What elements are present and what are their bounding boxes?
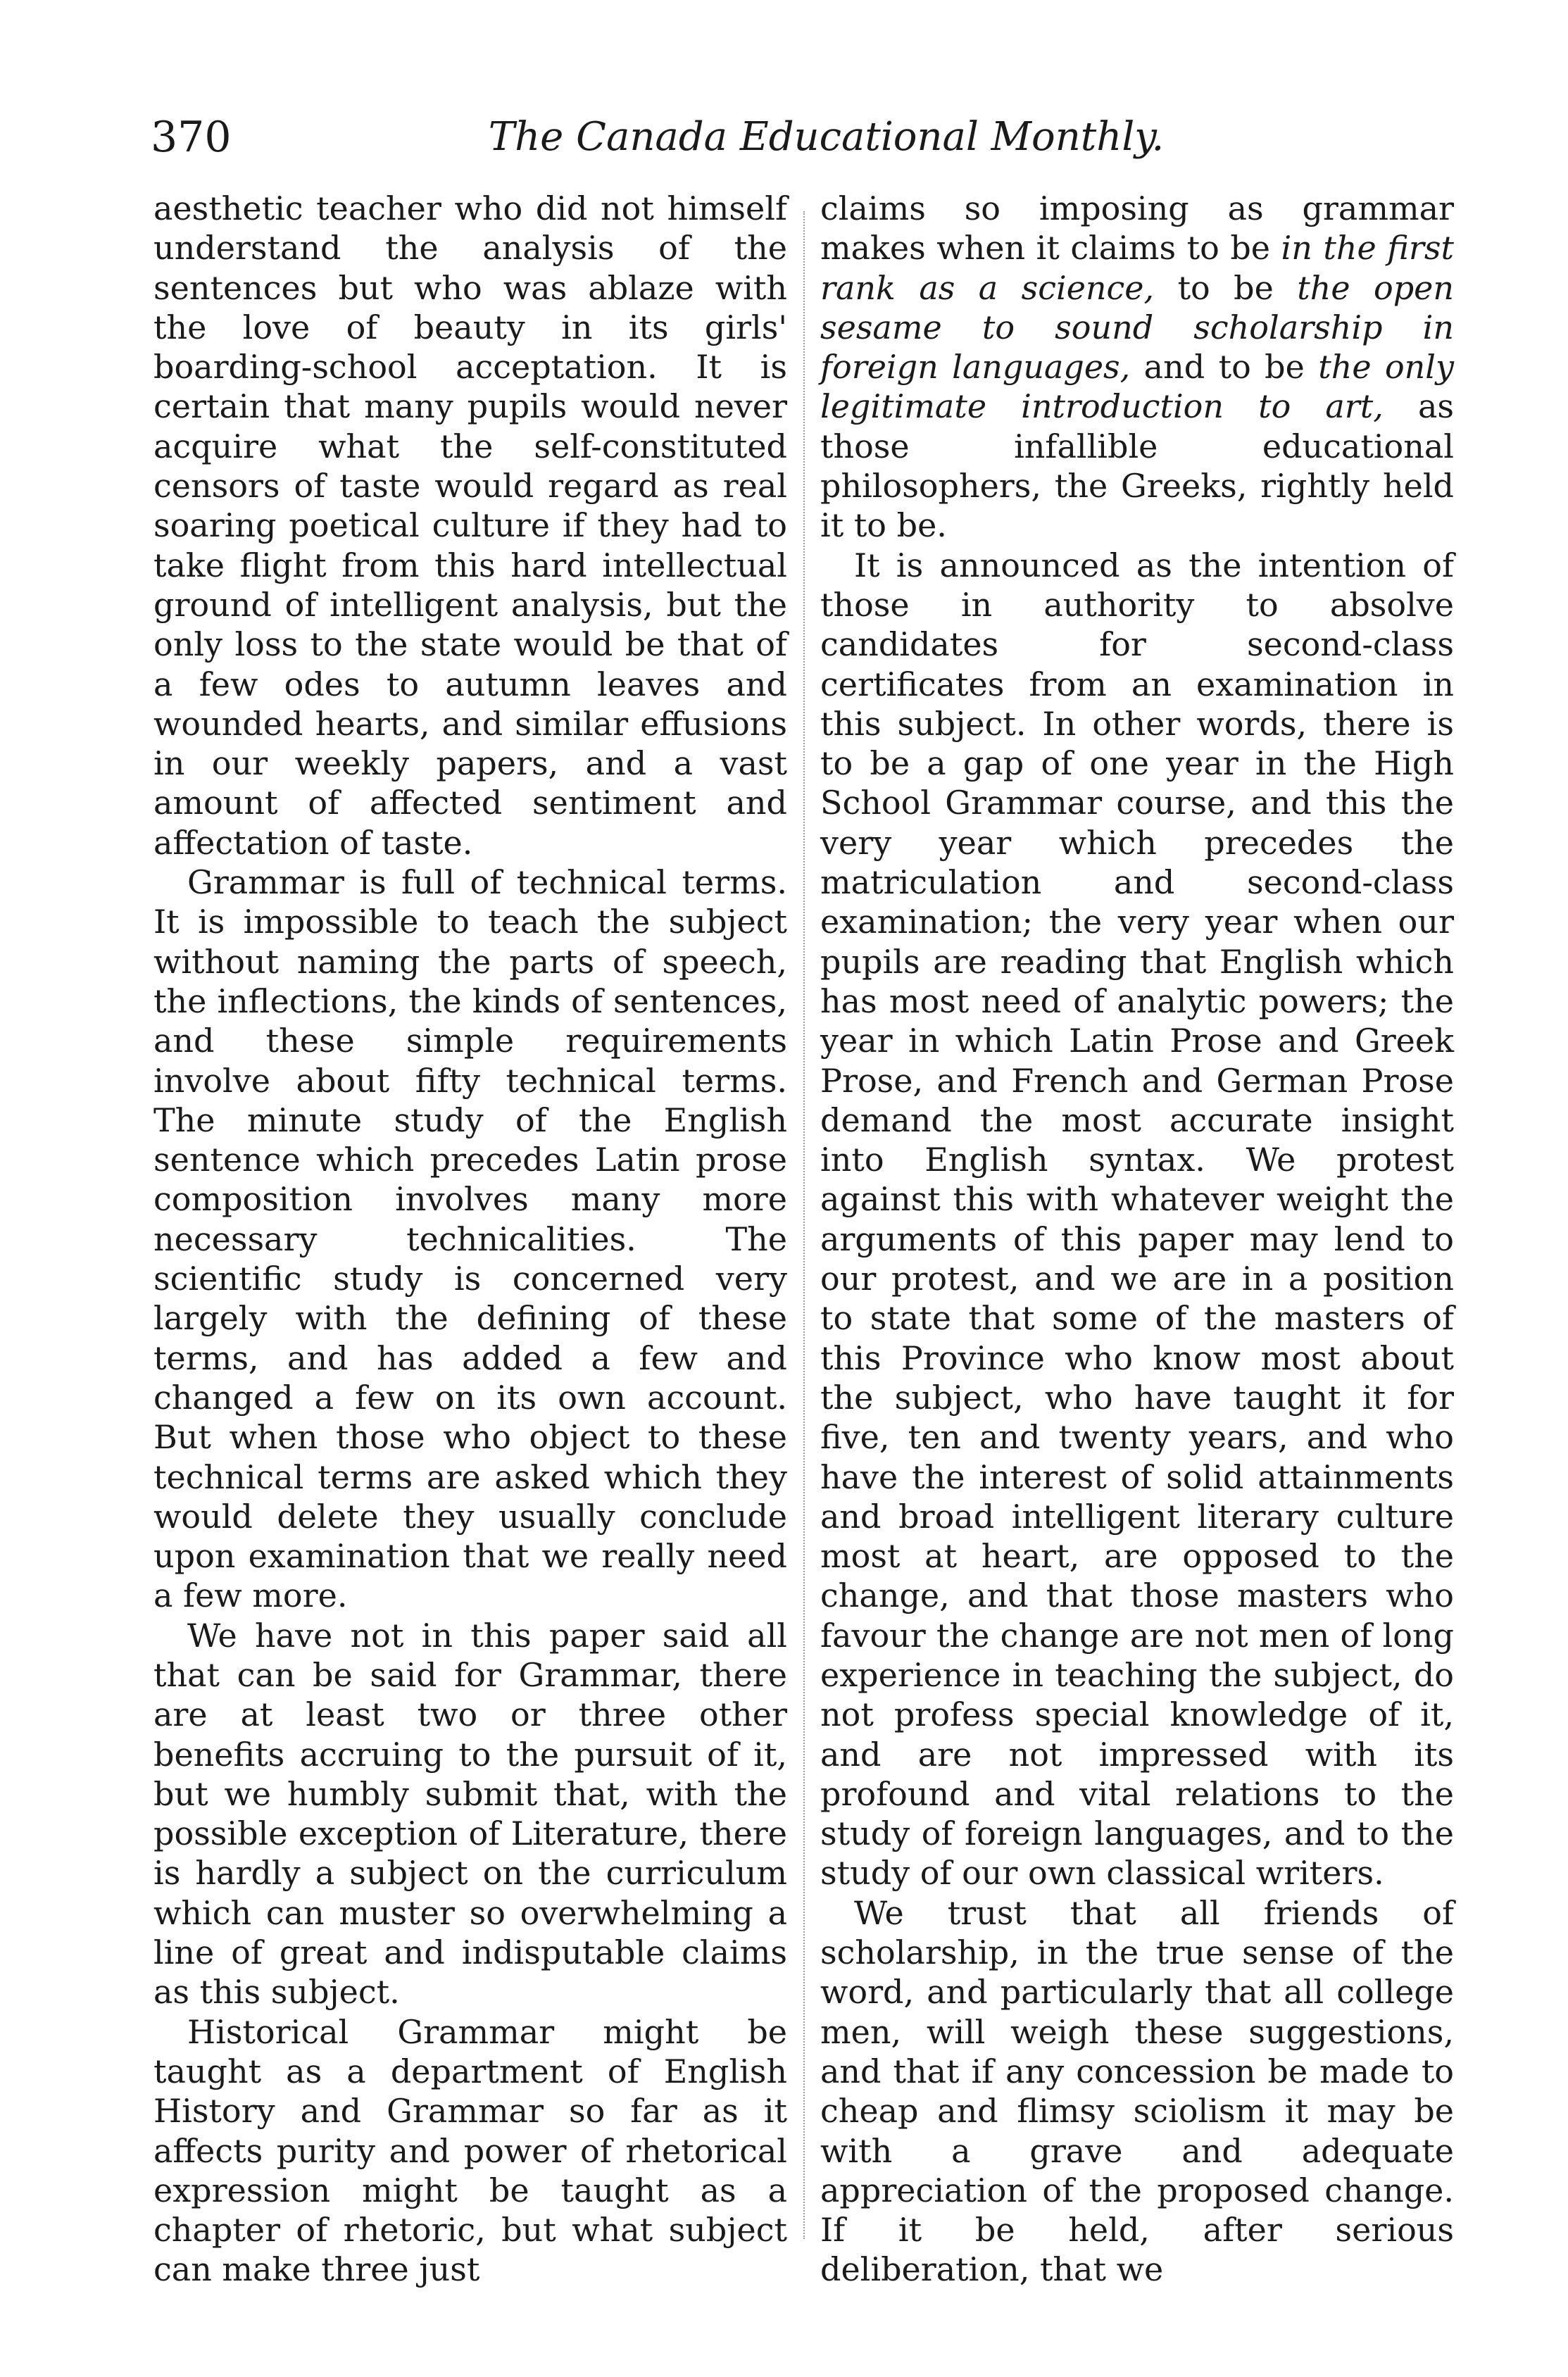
page-number: 370 xyxy=(151,113,232,162)
left-column xyxy=(153,189,787,2290)
right-paragraph-2: It is announced as the intention of those in authority to absolve candidates for second-class certificates from an examination in this subject. In other words, there is to be a gap of one year in the High School Grammar course, and this the very year which precedes the matriculation and second-class examination; the very year when our pupils are reading that English which has most need of analytic powers; the year in which Latin Prose and Greek Prose, and French and German Prose demand the most accurate insight into English syntax. We protest against this with whatever weight the arguments of this paper may lend to our protest, and we are in a position to state that some of the masters of this Province who know most about the subject, who have taught it for five, ten and twenty years, and who have the interest of solid attainments and broad intelligent literary culture most at heart, are opposed to the change, and that those masters who favour the change are not men of long experience in teaching the subject, do not profess special knowledge of it, and are not impressed with its profound and vital relations to the study of foreign languages, and to the study of our own classical writers. xyxy=(820,546,1454,1893)
left-paragraph-1: aesthetic teacher who did not himself understand the analysis of the sentences but who was ablaze with the love of beauty in its girls' boarding-school acceptation. It is certain that many pupils would never acquire what the self-constituted censors of taste would regard as real soaring poetical culture if they had to take flight from this hard intellectual ground of intelligent analysis, but the only loss to the state would be that of a few odes to autumn leaves and wounded hearts, and similar effusions in our weekly papers, and a vast amount of affected sentiment and affectation of taste. xyxy=(153,189,787,862)
right-p1-text-b: to be xyxy=(1154,268,1298,307)
right-p1-italic-1: in the first rank as a science, xyxy=(820,229,1454,307)
column-divider xyxy=(803,211,806,2239)
right-p1-italic-2: the open sesame to sound scholarship in foreign languages, xyxy=(820,268,1454,387)
left-paragraph-4: Historical Grammar might be taught as a department of English History and Grammar so far as it affects purity and power of rhetorical expression might be taught as a chapter of rhetoric, but what subject can make three just xyxy=(153,2012,787,2289)
right-p1-text-d: as those infallible educational philosophers, the Greeks, rightly held it to be. xyxy=(820,387,1454,545)
right-p1-text-c: and to be xyxy=(1130,348,1319,387)
left-paragraph-2: Grammar is full of technical terms. It is impossible to teach the subject without naming the parts of speech, the inflections, the kinds of sentences, and these simple requirements involve about fifty technical terms. The minute study of the English sentence which precedes Latin prose composition involves many more necessary technicalities. The scientific study is concerned very largely with the defining of these terms, and has added a few and changed a few on its own account. But when those who object to these technical terms are asked which they would delete they usually conclude upon examination that we really need a few more. xyxy=(153,863,787,1615)
running-title: The Canada Educational Monthly. xyxy=(488,114,1165,160)
right-paragraph-3: We trust that all friends of scholarship, in the true sense of the word, and particularly that all college men, will weigh these suggestions, and that if any concession be made to cheap and flimsy sciolism it may be with a grave and adequate appreciation of the proposed change. If it be held, after serious deliberation, that we xyxy=(820,1893,1454,2289)
right-paragraph-1 xyxy=(820,189,1454,546)
right-p1-italic-3: the only legitimate introduction to art, xyxy=(820,348,1454,426)
page-header xyxy=(0,106,1568,169)
right-p1-text-a: claims so imposing as grammar makes when it claims to be xyxy=(820,189,1454,268)
right-column xyxy=(820,189,1454,2290)
left-paragraph-3: We have not in this paper said all that can be said for Grammar, there are at least two or three other benefits accruing to the pursuit of it, but we humbly submit that, with the possible exception of Literature, there is hardly a subject on the curriculum which can muster so overwhelming a line of great and indisputable claims as this subject. xyxy=(153,1616,787,2012)
